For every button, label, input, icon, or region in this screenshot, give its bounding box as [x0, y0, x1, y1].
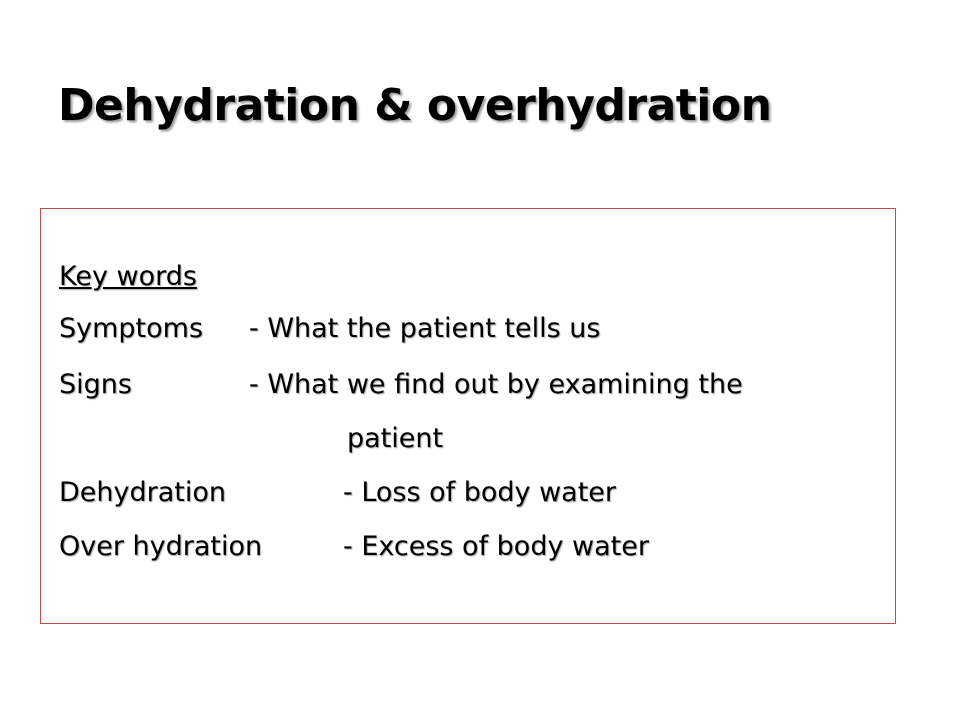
term-signs: Signs — [59, 369, 132, 400]
key-words-box — [40, 208, 896, 624]
definition-signs-continued: patient — [347, 423, 444, 454]
key-words-heading: Key words — [59, 261, 197, 292]
term-over-hydration: Over hydration — [59, 531, 263, 562]
term-dehydration: Dehydration — [59, 477, 226, 508]
definition-symptoms: - What the patient tells us — [249, 313, 601, 344]
definition-signs: - What we find out by examining the — [249, 369, 743, 400]
term-symptoms: Symptoms — [59, 313, 204, 344]
definition-over-hydration: - Excess of body water — [343, 531, 649, 562]
definition-dehydration: - Loss of body water — [343, 477, 617, 508]
slide-title: Dehydration & overhydration — [58, 80, 772, 131]
